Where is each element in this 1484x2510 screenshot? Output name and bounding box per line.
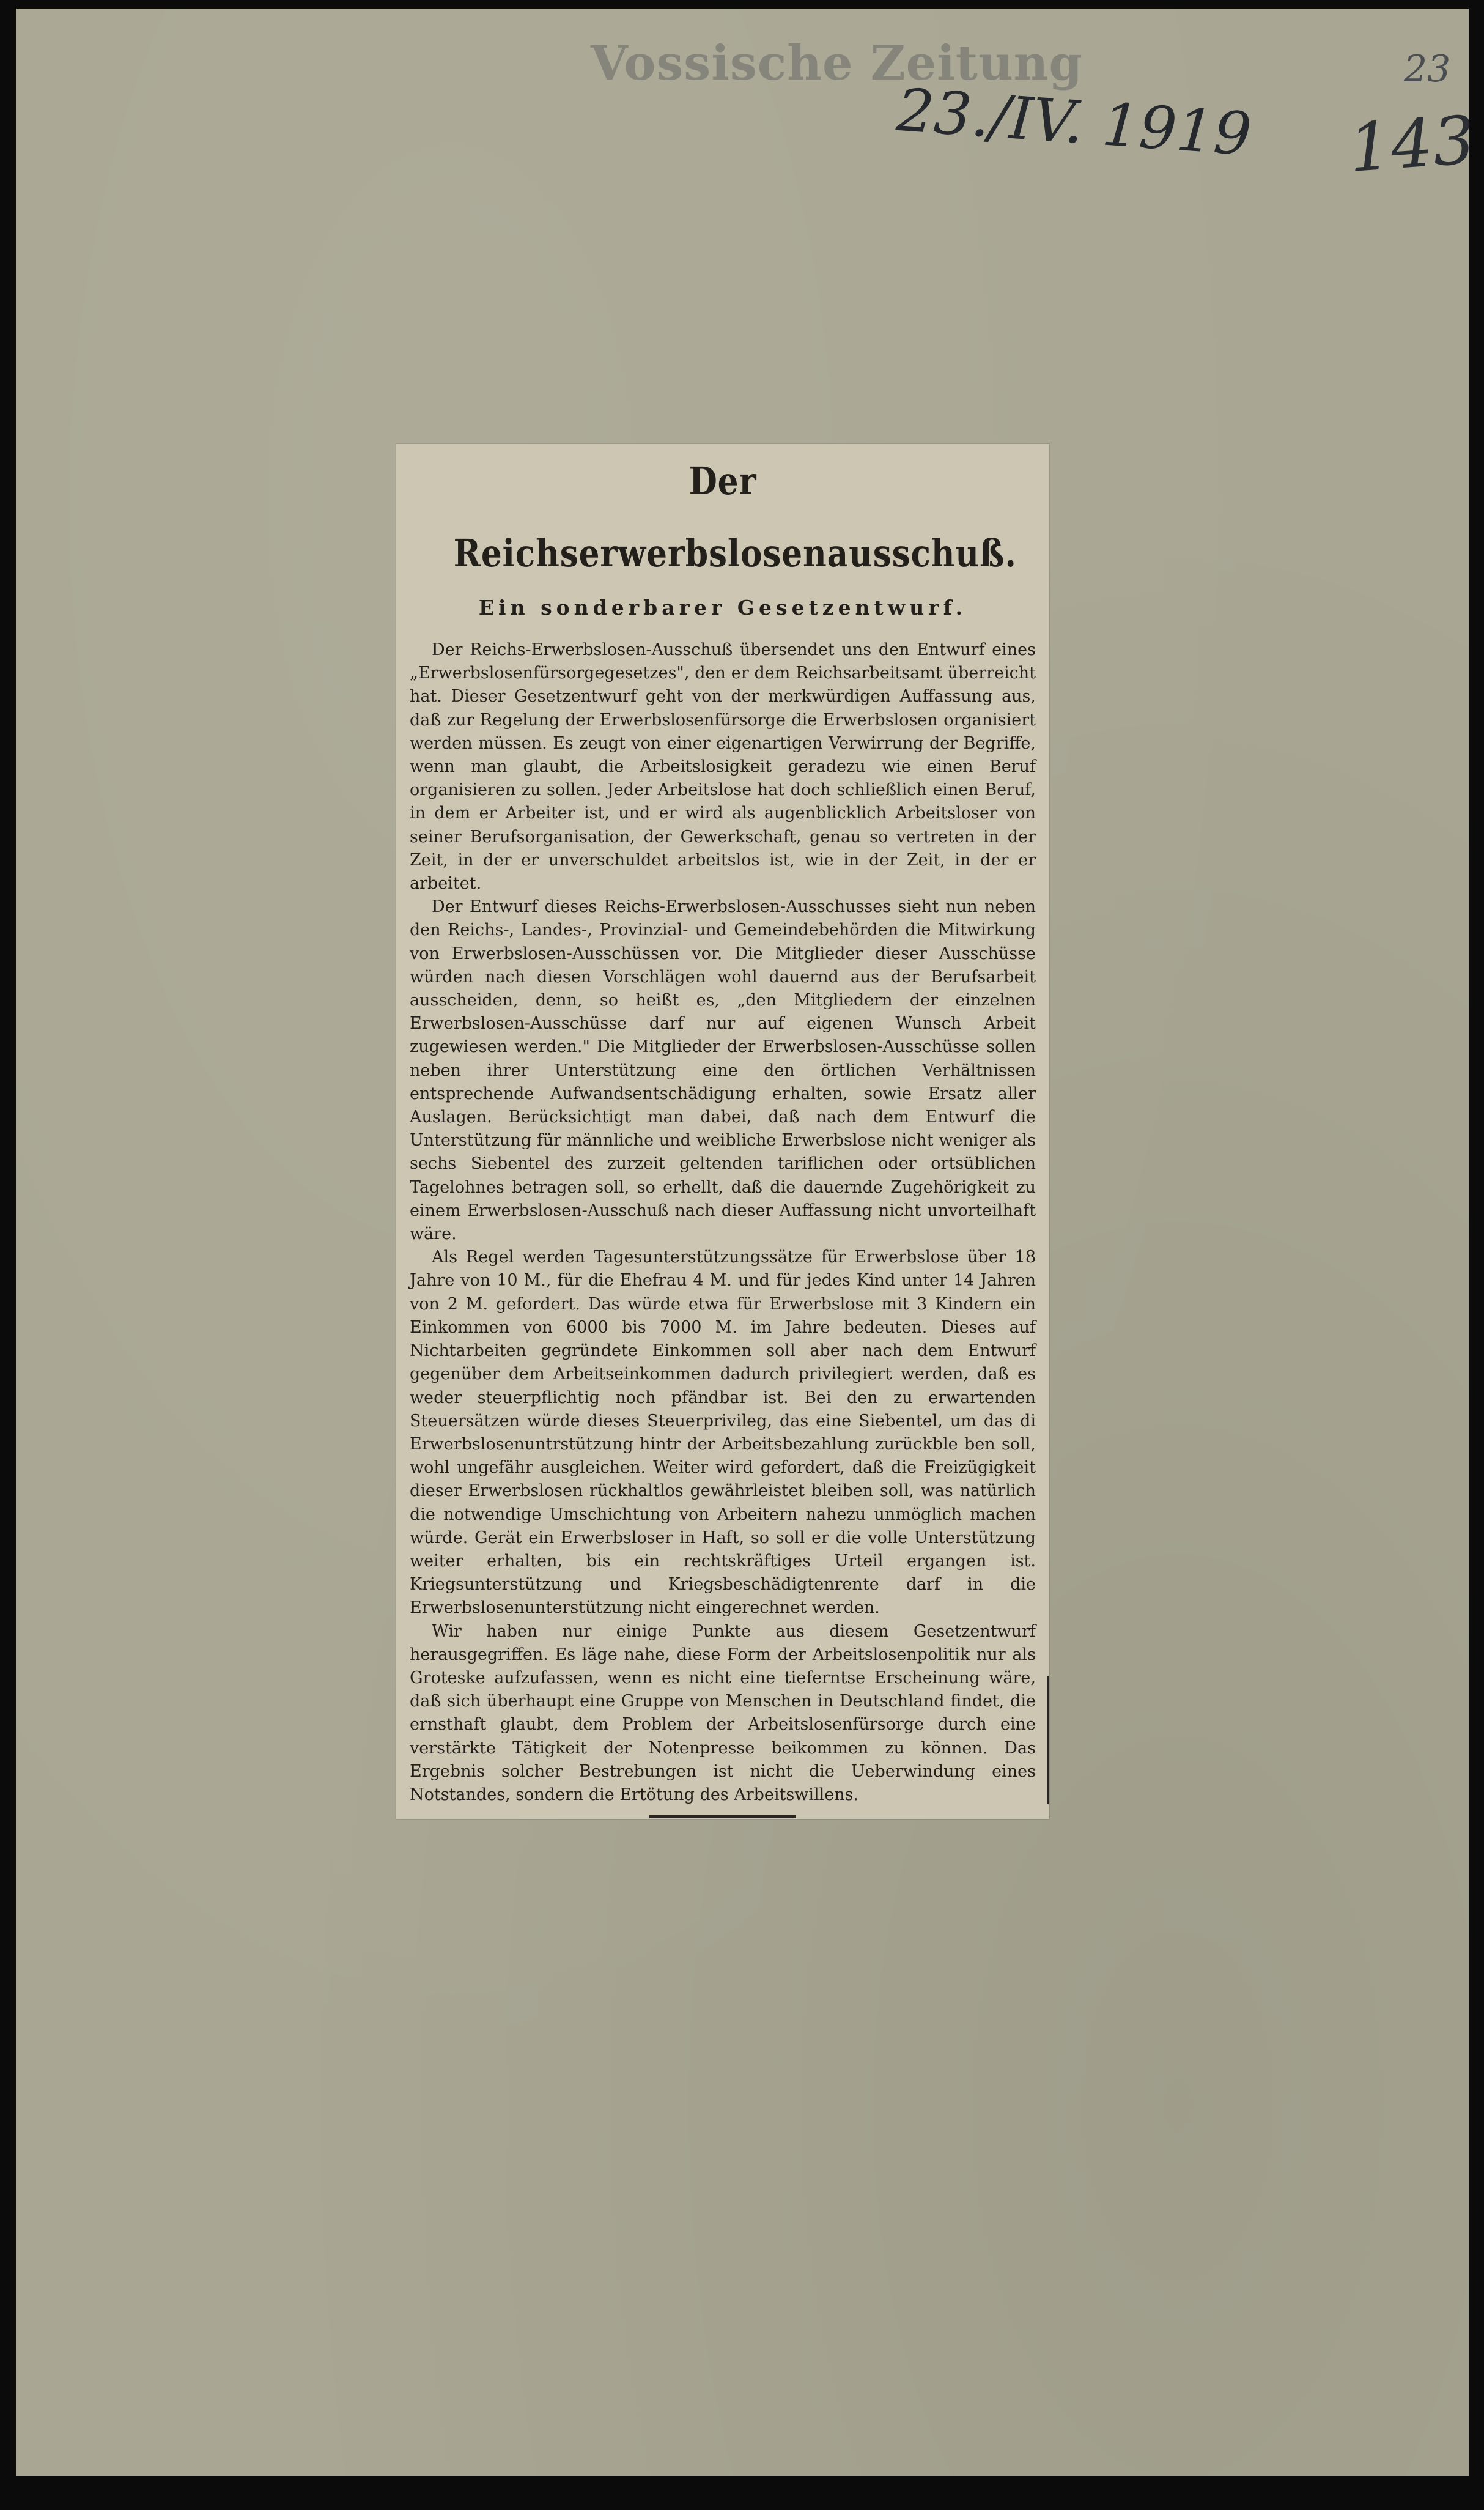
handwritten-number-small: 23 (1404, 48, 1451, 91)
article-paragraph: Der Reichs-Erwerbslosen-Ausschuß übersendet uns den Entwurf eines „Erwerbslosenfürsorgegesetzes", den er dem Reichsarbeitsamt überreicht hat. Dieser Gesetzentwurf geht von der merkwürdigen Auffassung aus, daß zur Regelung der Erwerbslosenfürsorge die Erwerbslosen organisiert werden müssen. Es zeugt von einer eigenartigen Verwirrung der Begriffe, wenn man glaubt, die Arbeitslosigkeit geradezu wie einen Beruf organisieren zu sollen. Jeder Arbeitslose hat doch schließlich einen Beruf, in dem er Arbeiter ist, und er wird als augenblicklich Arbeitsloser von seiner Berufsorganisation, der Gewerkschaft, genau so vertreten in der Zeit, in der er unverschuldet arbeitslos ist, wie in der Zeit, in der er arbeitet. (410, 640, 1036, 894)
article-paragraph: Der Entwurf dieses Reichs-Erwerbslosen-Ausschusses sieht nun neben den Reichs-, Landes-, Provinzial- und Gemeindebehörden die Mitwirkung von Erwerbslosen-Ausschüssen vor. Die Mitglieder dieser Ausschüsse würden nach diesen Vorschlägen wohl dauernd aus der Berufsarbeit ausscheiden, denn, so heißt es, „den Mitgliedern der einzelnen Erwerbslosen-Ausschüsse darf nur auf eigenen Wunsch Arbeit zugewiesen werden." Die Mitglieder der Erwerbslosen-Ausschüsse sollen neben ihrer Unterstützung eine den örtlichen Verhältnissen entsprechende Aufwandsentschädigung erhalten, sowie Ersatz aller Auslagen. Berücksichtigt man dabei, daß nach dem Entwurf die Unterstützung für männliche und weibliche Erwerbslose nicht weniger als sechs Siebentel des zurzeit geltenden tariflichen oder ortsüblichen Tagelohnes betragen soll, so erhellt, daß die dauernde Zugehörigkeit zu einem Erwerbslosen-Ausschuß nach dieser Auffassung nicht unvorteilhaft wäre. (410, 897, 1036, 1244)
newspaper-clipping (396, 444, 1049, 1819)
article-paragraph: Als Regel werden Tagesunterstützungssätze für Erwerbslose über 18 Jahre von 10 M., für die Ehefrau 4 M. und für jedes Kind unter 14 Jahren von 2 M. gefordert. Das würde etwa für Erwerbslose mit 3 Kindern ein Einkommen von 6000 bis 7000 M. im Jahre bedeuten. Dieses auf Nichtarbeiten gegründete Einkommen soll aber nach dem Entwurf gegenüber dem Arbeitseinkommen dadurch privilegiert werden, daß es weder steuerpflichtig noch pfändbar ist. Bei den zu erwartenden Steuersätzen würde dieses Steuerprivileg, das eine Siebentel, um das di Erwerbslosenuntrstützung hintr der Arbeitsbezahlung zurückble ben soll, wohl ungefähr ausgleichen. Weiter wird gefordert, daß die Freizügigkeit dieser Erwerbslosen rückhaltlos gewährleistet bleiben soll, was natürlich die notwendige Umschichtung von Arbeitern nahezu unmöglich machen würde. Gerät ein Erwerbsloser in Haft, so soll er die volle Unterstützung weiter erhalten, bis ein rechtskräftiges Urteil ergangen ist. Kriegsunterstützung und Kriegsbeschädigtenrente darf in die Erwerbslosenunterstützung nicht eingerechnet werden. (410, 1248, 1036, 1618)
article-title: Der Reichserwerbslosenausschuß. (453, 459, 1017, 576)
article-subtitle: Ein sonderbarer Gesetzentwurf. (478, 596, 967, 620)
article-end-rule (649, 1815, 796, 1818)
handwritten-date: 23./IV. 1919 (894, 75, 1254, 169)
newspaper-stamp: Vossische Zeitung (591, 35, 1083, 91)
article-paragraph: Wir haben nur einige Punkte aus diesem Gesetzentwurf herausgegriffen. Es läge nahe, diese Form der Arbeitslosenpolitik nur als Groteske aufzufassen, wenn es nicht eine tieferntse Erscheinung wäre, daß sich überhaupt eine Gruppe von Menschen in Deutschland findet, die ernsthaft glaubt, dem Problem der Arbeitslosenfürsorge durch eine verstärkte Tätigkeit der Notenpresse beikommen zu können. Das Ergebnis solcher Bestrebungen ist nicht die Ueberwindung eines Notstandes, sondern die Ertötung des Arbeitswillens. (410, 1621, 1036, 1804)
handwritten-page-number: 143 (1346, 102, 1478, 188)
clipping-column-edge (1047, 1676, 1049, 1804)
